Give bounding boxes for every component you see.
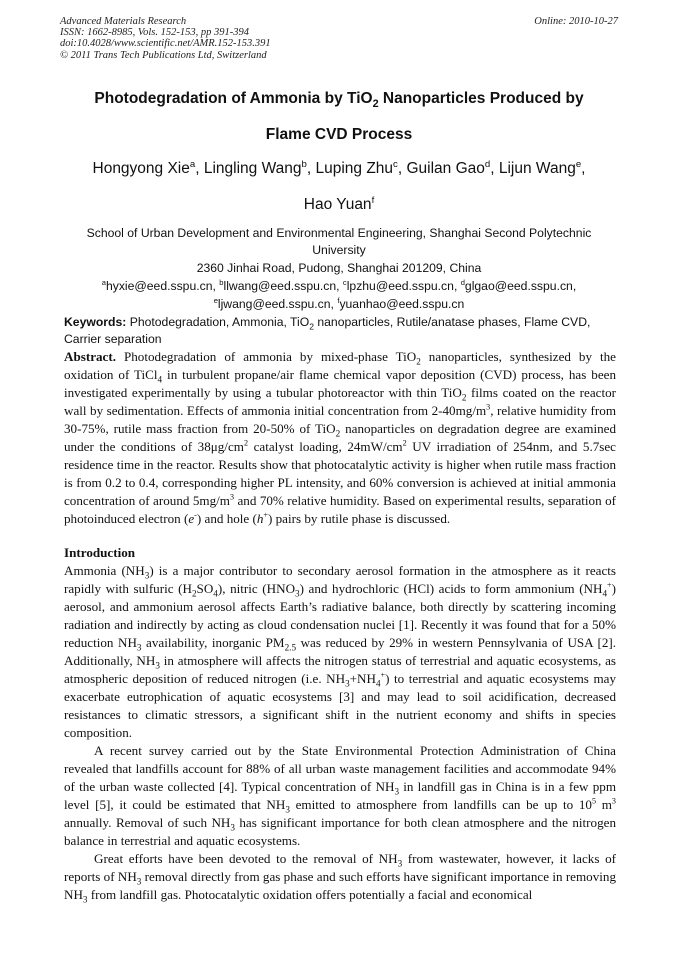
- online-date: Online: 2010-10-27: [534, 16, 618, 27]
- journal-name: Advanced Materials Research: [60, 16, 187, 27]
- affiliation-address: 2360 Jinhai Road, Pudong, Shanghai 201209, China: [196, 261, 482, 275]
- authors-line-1: Hongyong Xie$^a$, Lingling Wang$^b$, Luping Zhu$^c$, Guilan Gao$^d$, Lijun Wang$^e$,: [92, 158, 586, 177]
- email-link[interactable]: lpzhu@eed.sspu.cn: [346, 279, 454, 293]
- section-heading-introduction: Introduction: [64, 545, 136, 560]
- issn-line: ISSN: 1662-8985, Vols. 152-153, pp 391-394: [60, 27, 249, 39]
- copyright-line: © 2011 Trans Tech Publications Ltd, Switzerland: [60, 49, 267, 61]
- email-link[interactable]: llwang@eed.sspu.cn: [223, 279, 337, 293]
- keywords-label: Keywords:: [64, 315, 127, 329]
- intro-paragraph-2: A recent survey carried out by the State Environmental Protection Administration of China revealed that landfills account for 88% of all urban waste management facilities and accommodate 94% of the urban waste collected [4]. Typical concentration of $NH_3$ in landfill gas in China is in a few ppm level [5], it could be estimated that $NH_3$ emitted to atmosphere from landfills can be up to $10^5$ $m^3$ annually. Removal of such $NH_3$ has significant importance for both clean atmosphere and the nitrogen balance in terrestrial and aquatic ecosystems.: [64, 743, 616, 848]
- intro-paragraph-3: Great efforts have been devoted to the removal of $NH_3$ from wastewater, however, it lacks of reports of $NH_3$ removal directly from gas phase and such efforts have significant importance in removing $NH_3$ from landfill gas. Photocatalytic oxidation offers potentially a facial and economical: [64, 851, 616, 905]
- intro-paragraph-1: Ammonia $(NH_3)$ is a major contributor to secondary aerosol formation in the atmosphere as it reacts rapidly with sulfuric $(H_2SO_4)$, nitric $(HNO_3)$ and hydrochloric (HCl) acids to form ammonium $(NH_4^+)$ aerosol, and ammonium aerosol affects Earth’s radiative balance, both directly by scattering incoming radiation and indirectly by acting as cloud condensation nuclei [1]. Recently it was found that for a 50% reduction $NH_3$ availability, inorganic $PM_{2.5}$ was reduced by 29% in western Pennsylvania of USA [2]. Additionally, $NH_3$ in atmosphere will affects the nitrogen status of terrestrial and aquatic ecosystems, as atmospheric deposition of reduced nitrogen (i.e. $NH_3+NH_4^+$) to terrestrial and aquatic ecosystems may exacerbate eutrophication of aquatic ecosystems [3] and may lead to soil acidification, decreased resistances to climatic stressors, a significant shift in the nutrient economy and shifts in species composition.: [64, 563, 616, 740]
- keywords: Keywords: Photodegradation, Ammonia, TiO$_2$ nanoparticles, Rutile/anatase phases, Flame CVD, Carrier separation: [64, 315, 591, 346]
- emails-line-2: $^e$ljwang@eed.sspu.cn, $^f$yuanhao@eed.sspu.cn: [213, 295, 465, 311]
- email-link[interactable]: glgao@eed.sspu.cn: [464, 279, 573, 293]
- authors-line-2: Hao Yuan$^f$: [303, 194, 375, 213]
- paper-title-line-1: Photodegradation of Ammonia by TiO$_2$ Nanoparticles Produced by: [94, 90, 584, 111]
- affiliation-line-1: School of Urban Development and Environmental Engineering, Shanghai Second Polytechnic: [86, 226, 592, 240]
- email-link[interactable]: ljwang@eed.sspu.cn: [217, 297, 331, 311]
- paper-title-line-2: Flame CVD Process: [265, 126, 413, 143]
- abstract-label: Abstract.: [64, 349, 116, 364]
- emails-line-1: $^a$hyxie@eed.sspu.cn, $^b$llwang@eed.sspu.cn, $^c$lpzhu@eed.sspu.cn, $^d$glgao@eed.sspu.cn,: [101, 277, 577, 293]
- journal-header: [60, 16, 618, 61]
- affiliation-line-2: University: [312, 243, 366, 257]
- email-link[interactable]: yuanhao@eed.sspu.cn: [339, 297, 465, 311]
- abstract: Abstract. Photodegradation of ammonia by mixed-phase TiO$_2$ nanoparticles, synthesized by the oxidation of TiCl$_4$ in turbulent propane/air flame chemical vapor deposition (CVD) process, has been investigated experimentally by using a tubular photoreactor with thin TiO$_2$ films coated on the reactor wall by sedimentation. Effects of ammonia initial concentration from $2-40mg/m^3$, relative humidity from 30-75%, rutile mass fraction from 20-50% of TiO$_2$ nanoparticles on degradation degree are examined under the conditions of $38\mu g/cm^2$ catalyst loading, $24mW/cm^2$ UV irradiation of 254nm, and 5.7sec residence time in the reactor. Results show that photocatalytic activity is higher when rutile mass fraction is from 0.2 to 0.4, corresponding higher PL intensity, and 60% conversion is achieved at initial ammonia concentration of around $5mg/m^3$ and 70% relative humidity. Based on experimental results, separation of photoinduced electron (e-) and hole (h+) pairs by rutile phase is discussed.: [64, 349, 617, 526]
- doi-line[interactable]: doi:10.4028/www.scientific.net/AMR.152-153.391: [60, 38, 271, 50]
- email-link[interactable]: hyxie@eed.sspu.cn: [105, 279, 213, 293]
